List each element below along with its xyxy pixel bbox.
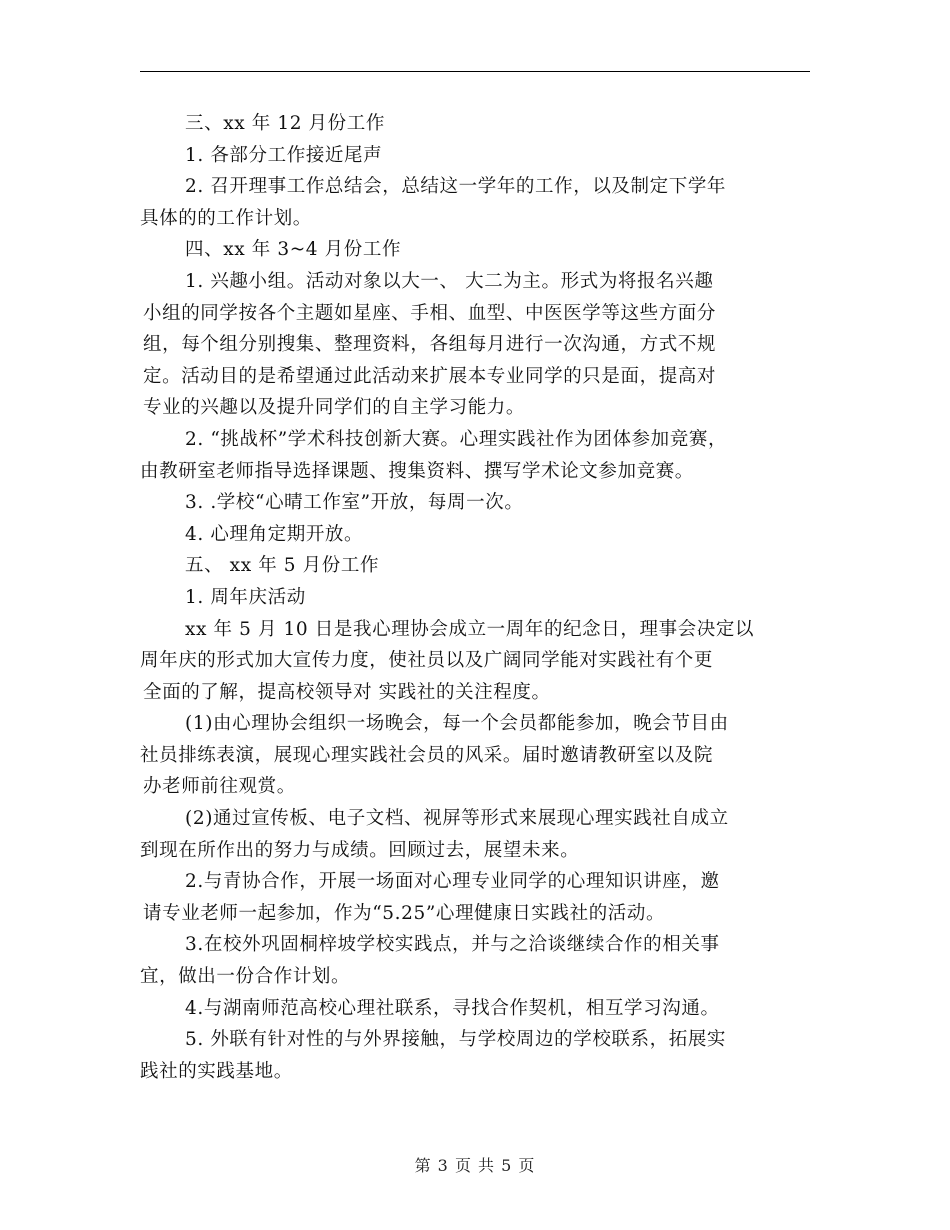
- header-rule: [140, 71, 810, 72]
- page-number-footer: 第 3 页 共 5 页: [414, 1156, 536, 1175]
- paragraph-line: 定。活动目的是希望通过此活动来扩展本专业同学的只是面，提高对: [143, 365, 717, 387]
- paragraph-line: 2. 召开理事工作总结会，总结这一学年的工作，以及制定下学年: [185, 176, 727, 198]
- paragraph-line: 2.与青协合作，开展一场面对心理专业同学的心理知识讲座，邀: [185, 871, 720, 893]
- paragraph-line: 3.在校外巩固桐梓坡学校实践点，并与之洽谈继续合作的相关事: [185, 934, 720, 956]
- paragraph-line: 3. .学校“心晴工作室”开放，每周一次。: [185, 492, 524, 514]
- paragraph-line: 请专业老师一起参加，作为“5.25”心理健康日实践社的活动。: [143, 902, 666, 924]
- paragraph-line: 社员排练表演，展现心理实践社会员的风采。届时邀请教研室以及院: [140, 744, 714, 766]
- paragraph-line: 4. 心理角定期开放。: [185, 523, 364, 545]
- paragraph-line: 1. 兴趣小组。活动对象以大一、 大二为主。形式为将报名兴趣: [185, 270, 714, 292]
- paragraph-line: 周年庆的形式加大宣传力度，使社员以及广阔同学能对实践社有个更: [140, 650, 714, 672]
- paragraph-line: 由教研室老师指导选择课题、搜集资料、撰写学术论文参加竞赛。: [140, 460, 694, 482]
- paragraph-line: 4.与湖南师范高校心理社联系，寻找合作契机，相互学习沟通。: [185, 997, 720, 1019]
- paragraph-line: (1)由心理协会组织一场晚会，每一个会员都能参加，晚会节目由: [185, 713, 729, 735]
- section-heading-december: 三、xx 年 12 月份工作: [185, 113, 385, 134]
- paragraph-line: 具体的的工作计划。: [140, 207, 312, 229]
- paragraph-line: 1. 周年庆活动: [185, 586, 306, 608]
- paragraph-line: (2)通过宣传板、电子文档、视屏等形式来展现心理实践社自成立: [185, 808, 729, 830]
- paragraph-line: 2. “挑战杯”学术科技创新大赛。心理实践社作为团体参加竞赛，: [185, 428, 728, 450]
- paragraph-line: 全面的了解，提高校领导对 实践社的关注程度。: [143, 681, 551, 703]
- paragraph-line: xx 年 5 月 10 日是我心理协会成立一周年的纪念日，理事会决定以: [185, 618, 755, 640]
- paragraph-line: 到现在所作出的努力与成绩。回顾过去，展望未来。: [140, 839, 580, 861]
- paragraph-line: 宜，做出一份合作计划。: [140, 966, 351, 988]
- paragraph-line: 践社的实践基地。: [140, 1060, 293, 1082]
- document-body: [140, 108, 812, 1087]
- section-heading-march-april: 四、xx 年 3~4 月份工作: [185, 239, 402, 261]
- paragraph-line: 小组的同学按各个主题如星座、手相、血型、中医医学等这些方面分: [143, 302, 717, 324]
- paragraph-line: 1. 各部分工作接近尾声: [185, 144, 383, 166]
- paragraph-line: 专业的兴趣以及提升同学们的自主学习能力。: [143, 397, 526, 419]
- paragraph-line: 办老师前往观赏。: [143, 776, 296, 798]
- paragraph-line: 5. 外联有针对性的与外界接触，与学校周边的学校联系，拓展实: [185, 1029, 727, 1051]
- paragraph-line: 组，每个组分别搜集、整理资料，各组每月进行一次沟通，方式不规: [143, 334, 717, 356]
- section-heading-may: 五、 xx 年 5 月份工作: [185, 555, 380, 577]
